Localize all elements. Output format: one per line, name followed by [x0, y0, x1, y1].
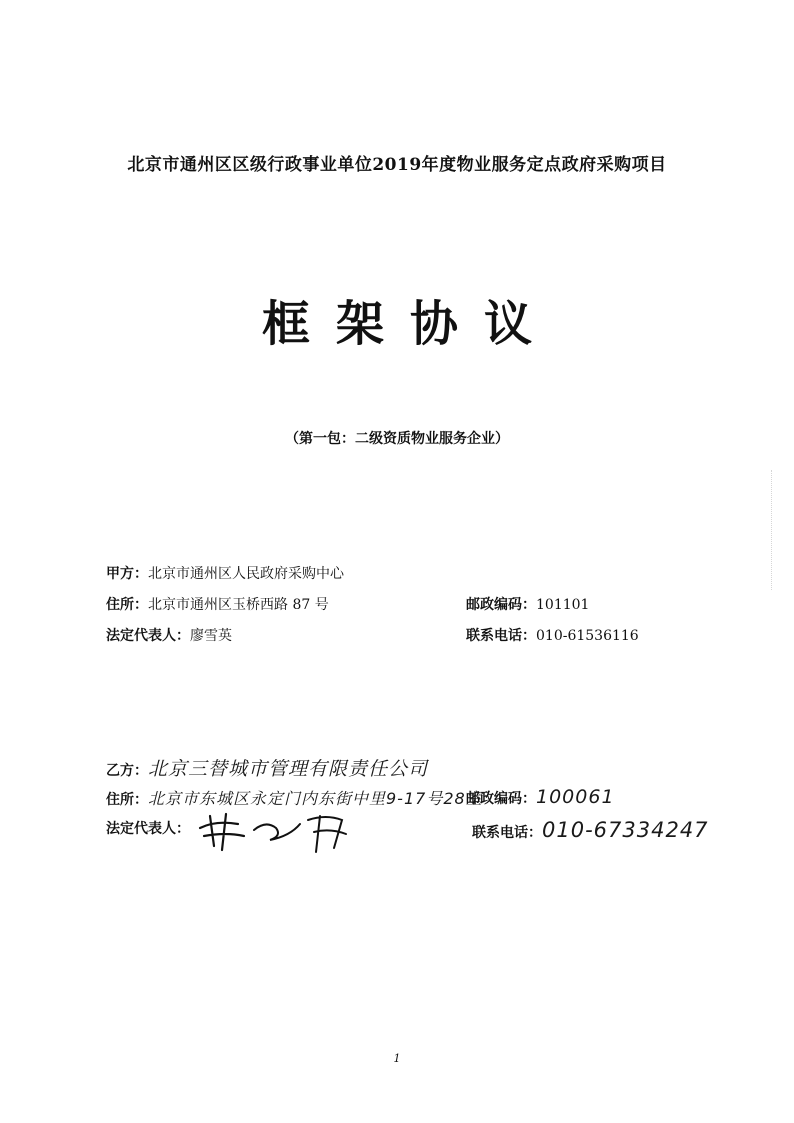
- representative-signature: [196, 806, 356, 856]
- party-a-address-value: 北京市通州区玉桥西路 87 号: [148, 597, 329, 613]
- page-number: 1: [393, 1052, 401, 1065]
- party-b-name-row: [106, 754, 428, 781]
- scan-edge-mark: [771, 470, 794, 590]
- party-a-phone-value: 010-61536116: [536, 628, 639, 644]
- document-title: 框架协议: [261, 296, 558, 352]
- party-b-phone-value: 010-67334247: [542, 818, 709, 842]
- party-b-postcode-label: 邮政编码：: [466, 791, 536, 807]
- party-b-address-label: 住所：: [106, 792, 148, 808]
- party-b-postcode-row: [466, 786, 615, 808]
- party-b-address-value: 北京市东城区永定门内东街中里9-17号28室: [148, 789, 483, 808]
- party-a-name-row: [106, 563, 344, 583]
- party-b-rep-row: [106, 818, 190, 838]
- party-b-rep-label: 法定代表人：: [106, 821, 190, 837]
- party-a-phone-label: 联系电话：: [466, 628, 536, 644]
- party-b-phone-label: 联系电话：: [472, 825, 542, 841]
- party-a-postcode-label: 邮政编码：: [466, 597, 536, 613]
- party-a-address-row: [106, 594, 329, 614]
- party-b-postcode-value: 100061: [536, 786, 615, 808]
- party-b-name-value: 北京三替城市管理有限责任公司: [148, 758, 429, 780]
- party-a-postcode-value: 101101: [536, 597, 590, 613]
- party-a-address-label: 住所：: [106, 597, 148, 613]
- party-b-phone-row: [472, 818, 709, 842]
- party-a-name-label: 甲方：: [106, 566, 148, 582]
- party-a-name-value: 北京市通州区人民政府采购中心: [148, 566, 344, 582]
- party-a-postcode-row: [466, 594, 589, 614]
- party-a-phone-row: [466, 625, 639, 645]
- party-a-rep-value: 廖雪英: [190, 628, 232, 644]
- party-a-rep-row: [106, 625, 232, 645]
- document-subtitle: （第一包：二级资质物业服务企业）: [285, 431, 509, 447]
- project-title: 北京市通州区区级行政事业单位2019年度物业服务定点政府采购项目: [127, 155, 667, 175]
- party-b-name-label: 乙方：: [106, 763, 148, 779]
- party-a-rep-label: 法定代表人：: [106, 628, 190, 644]
